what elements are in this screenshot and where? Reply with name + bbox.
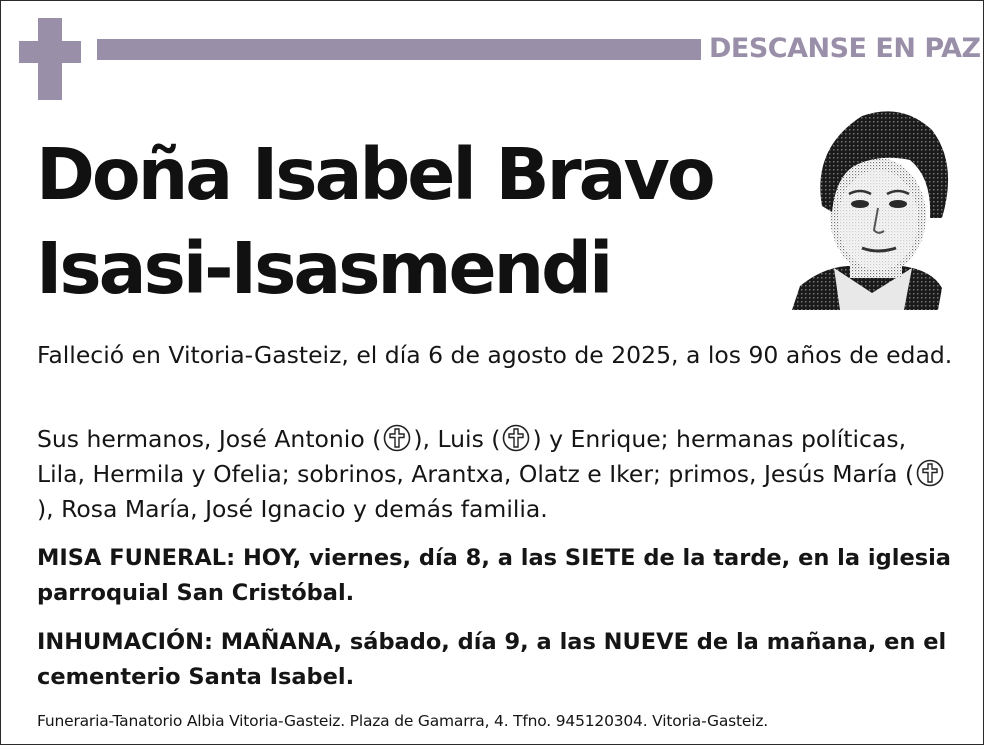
family-list: Sus hermanos, José Antonio ( ), Luis ( ) y Enrique; hermanas políticas, Lila, Hermila y Ofelia; sobrinos, Arantxa, Olatz e Iker; primos, Jesús María (), Rosa María, José Ignacio y demás familia. [37,422,957,527]
tagline: DESCANSE EN PAZ [709,33,981,64]
small-cross-icon [383,424,411,452]
deceased-name-line2: Isasi-Isasmendi [36,227,611,310]
death-notice: Falleció en Vitoria-Gasteiz, el día 6 de agosto de 2025, a los 90 años de edad. [37,341,953,369]
header-rule [97,39,701,60]
small-cross-icon [916,459,944,487]
portrait-photo [792,108,954,310]
deceased-name-line1: Doña Isabel Bravo [36,133,713,216]
burial: INHUMACIÓN: MAÑANA, sábado, día 9, a las NUEVE de la mañana, en el cementerio Santa Isabel. [37,629,947,690]
small-cross-icon [502,424,530,452]
funeral-home-footer: Funeraria-Tanatorio Albia Vitoria-Gasteiz. Plaza de Gamarra, 4. Tfno. 945120304. Vitoria-Gasteiz. [37,712,769,730]
funeral-mass: MISA FUNERAL: HOY, viernes, día 8, a las SIETE de la tarde, en la iglesia parroquial San Cristóbal. [37,545,951,606]
